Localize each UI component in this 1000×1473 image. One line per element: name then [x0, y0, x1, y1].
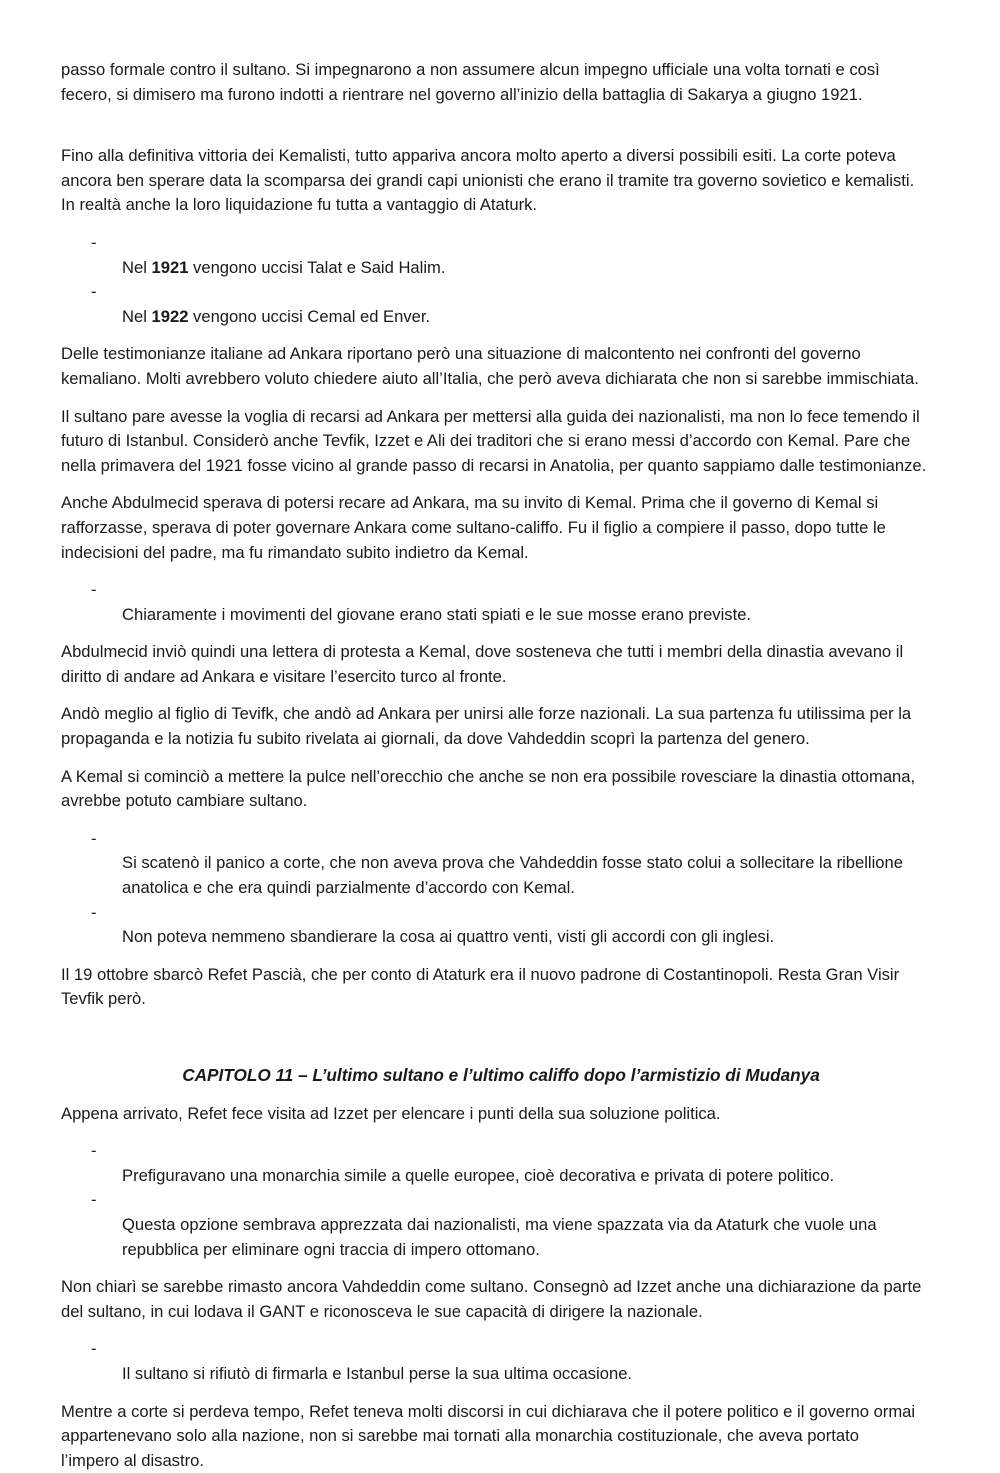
dash-marker: -: [91, 1339, 97, 1359]
bullet-list: [61, 578, 941, 627]
list-item: - Questa opzione sembrava apprezzata dai nazionalisti, ma viene spazzata via da Ataturk che vuole una repubblica per eliminare ogni traccia di impero ottomano.: [91, 1190, 877, 1259]
year: 1922: [151, 306, 189, 326]
paragraph: Non chiarì se sarebbe rimasto ancora Vahdeddin come sultano. Consegnò ad Izzet anche una dichiarazione da parte del sultano, in cui lodava il GANT e riconosceva le sue capacità di dirigere la nazionale.: [61, 1277, 922, 1321]
dash-marker: -: [91, 580, 97, 600]
paragraph: Il 19 ottobre sbarcò Refet Pascià, che per conto di Ataturk era il nuovo padrone di Costantinopoli. Resta Gran Visir Tevfik però.: [61, 964, 900, 1009]
paragraph: Appena arrivato, Refet fece visita ad Izzet per elencare i punti della sua soluzione politica.: [61, 1103, 721, 1123]
paragraph: Anche Abdulmecid sperava di potersi recare ad Ankara, ma su invito di Kemal. Prima che il governo di Kemal si rafforzasse, sperava di poter governare Ankara come sultano-califfo. Fu il figlio a compiere il passo, dopo tutte le indecisioni del padre, ma fu rimandato subito indietro da Kemal.: [61, 493, 886, 562]
dash-marker: -: [91, 902, 97, 922]
year: 1921: [151, 257, 189, 277]
bullet-list: [61, 231, 941, 329]
paragraph: A Kemal si cominciò a mettere la pulce nell’orecchio che anche se non era possibile rovesciare la dinastia ottomana, avrebbe potuto cambiare sultano.: [61, 766, 916, 811]
list-item: - Il sultano si rifiutò di firmarla e Istanbul perse la sua ultima occasione.: [91, 1339, 633, 1383]
paragraph: Mentre a corte si perdeva tempo, Refet teneva molti discorsi in cui dichiarava che il potere politico e il governo ormai appartenevano solo alla nazione, non si sarebbe mai tornati alla monarchia costituzionale, che aveva portato l’impero al disastro.: [61, 1401, 916, 1470]
list-item: - Nel 1921 vengono uccisi Talat e Said Halim.: [91, 232, 446, 277]
paragraph: passo formale contro il sultano. Si impegnarono a non assumere alcun impegno ufficiale una volta tornati e così fecero, si dimisero ma furono indotti a rientrare nel governo all’inizio della battaglia di Sakarya a giugno 1921.: [61, 60, 880, 104]
chapter-heading: CAPITOLO 11 – L’ultimo sultano e l’ultimo califfo dopo l’armistizio di Mudanya: [182, 1065, 820, 1085]
paragraph: Andò meglio al figlio di Tevifk, che andò ad Ankara per unirsi alle forze nazionali. La sua partenza fu utilissima per la propaganda e la notizia fu subito rivelata ai giornali, da dove Vahdeddin scoprì la partenza del genero.: [61, 704, 912, 749]
dash-marker: -: [91, 1141, 97, 1161]
dash-marker: -: [91, 1190, 97, 1210]
list-item: - Prefiguravano una monarchia simile a quelle europee, cioè decorativa e privata di potere politico.: [91, 1141, 835, 1185]
bullet-list: [61, 1139, 941, 1262]
dash-marker: -: [91, 232, 97, 252]
paragraph: Il sultano pare avesse la voglia di recarsi ad Ankara per mettersi alla guida dei nazionalisti, ma non lo fece temendo il futuro di Istanbul. Considerò anche Tevfik, Izzet e Ali dei traditori che si erano messi d’accordo con Kemal. Pare che nella primavera del 1921 fosse vicino al grande passo di recarsi in Anatolia, per quanto sappiamo dalle testimonianze.: [61, 406, 927, 475]
dash-marker: -: [91, 828, 97, 848]
list-item: - Si scatenò il panico a corte, che non aveva prova che Vahdeddin fosse stato colui a sollecitare la ribellione anatolica e che era quindi parzialmente d’accordo con Kemal.: [91, 828, 903, 898]
dash-marker: -: [91, 282, 97, 302]
bullet-list: [61, 1337, 941, 1386]
list-item: - Nel 1922 vengono uccisi Cemal ed Enver.: [91, 282, 431, 326]
paragraph: Abdulmecid inviò quindi una lettera di protesta a Kemal, dove sosteneva che tutti i membri della dinastia avevano il diritto di andare ad Ankara e visitare l’esercito turco al fronte.: [61, 642, 904, 686]
document-page: [61, 58, 941, 1473]
bullet-list: [61, 827, 941, 950]
paragraph: Fino alla definitiva vittoria dei Kemalisti, tutto appariva ancora molto aperto a diversi possibili esiti. La corte poteva ancora ben sperare data la scomparsa dei grandi capi unionisti che erano il tramite tra governo sovietico e kemalisti. In realtà anche la loro liquidazione fu tutta a vantaggio di Ataturk.: [61, 146, 915, 215]
list-item: - Non poteva nemmeno sbandierare la cosa ai quattro venti, visti gli accordi con gli inglesi.: [91, 902, 775, 947]
list-item: - Chiaramente i movimenti del giovane erano stati spiati e le sue mosse erano previste.: [91, 580, 752, 624]
paragraph: Delle testimonianze italiane ad Ankara riportano però una situazione di malcontento nei confronti del governo kemaliano. Molti avrebbero voluto chiedere aiuto all’Italia, che però aveva dichiarata che non si sarebbe immischiata.: [61, 344, 919, 388]
